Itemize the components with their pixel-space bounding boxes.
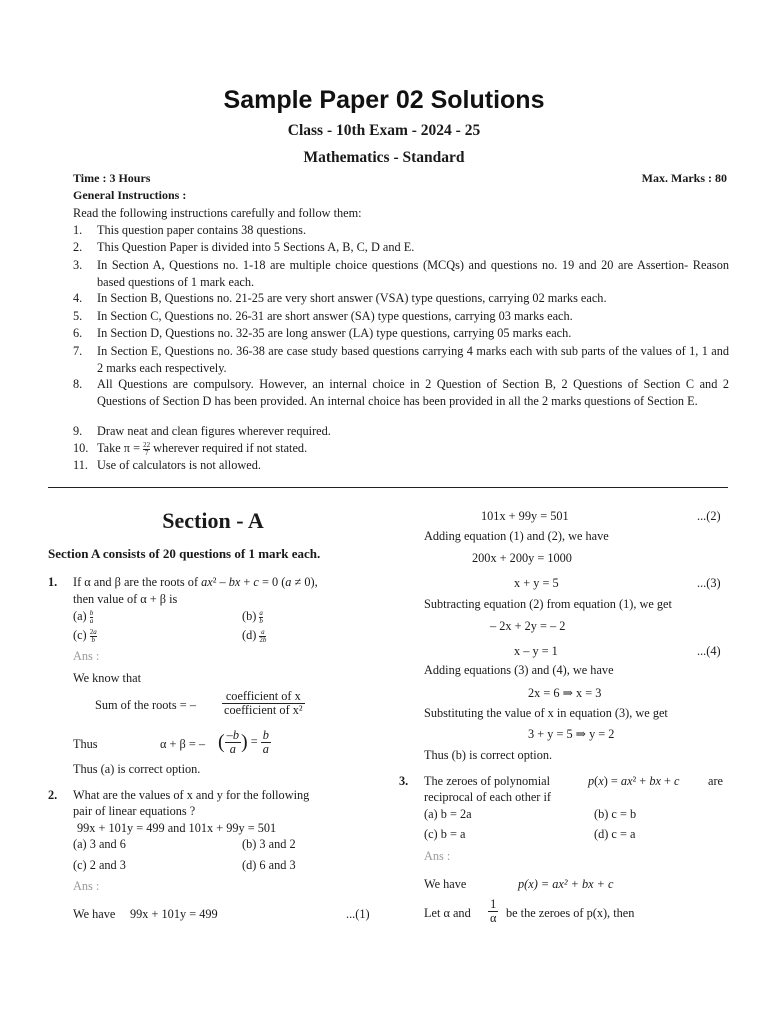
time-label: Time : 3 Hours: [73, 171, 151, 185]
sum-of-roots-label: Sum of the roots = –: [95, 698, 196, 712]
header-divider: [48, 487, 728, 488]
option-b[interactable]: (b) c = b: [594, 807, 637, 821]
answer-text: We know that: [73, 671, 141, 685]
instructions-intro: Read the following instructions carefully and follow them:: [73, 206, 362, 220]
equation-tag: ...(2): [697, 509, 721, 523]
section-heading: Section - A: [162, 508, 264, 533]
pi-fraction: $\frac{22}{7}$: [143, 440, 151, 457]
instruction-text: In Section E, Questions no. 36-38 are case study based questions carrying 4 marks each with sub parts of the values of 1, 1 and 2 marks each respectively.: [97, 344, 729, 375]
sum-equation: 200x + 200y = 1000: [472, 551, 572, 565]
equation-2: 101x + 99y = 501: [481, 509, 569, 523]
page-title: Sample Paper 02 Solutions: [223, 86, 545, 114]
instruction-number: 1.: [73, 223, 83, 237]
section-description: Section A consists of 20 questions of 1 mark each.: [48, 546, 321, 561]
solution-text: Subtracting equation (2) from equation (1), we get: [424, 597, 672, 611]
class-exam-subtitle: Class - 10th Exam - 2024 - 25: [287, 122, 481, 139]
instruction-text: In Section B, Questions no. 21-25 are very short answer (VSA) type questions, carrying 02 marks each.: [97, 291, 607, 305]
option-a[interactable]: (a) $\frac{b}{a}$: [73, 608, 94, 625]
subject-subtitle: Mathematics - Standard: [303, 149, 465, 166]
thus-label: Thus: [73, 737, 98, 751]
option-d[interactable]: (d) $\frac{a}{2b}$: [242, 627, 267, 644]
instruction-number: 10.: [73, 441, 89, 455]
general-instructions-heading: General Instructions :: [73, 188, 187, 202]
instruction-text: Draw neat and clean figures wherever required.: [97, 424, 331, 438]
instruction-number: 9.: [73, 424, 83, 438]
instruction-text: This Question Paper is divided into 5 Sections A, B, C, D and E.: [97, 240, 415, 254]
option-d[interactable]: (d) 6 and 3: [242, 858, 296, 872]
option-a[interactable]: (a) b = 2a: [424, 807, 472, 821]
reciprocal-fraction: $\frac{1}{\alpha}$: [490, 897, 497, 925]
option-c[interactable]: (c) 2 and 3: [73, 858, 126, 872]
option-c[interactable]: (c) $\frac{2a}{b}$: [73, 627, 97, 644]
alpha-beta-result: ( $\frac{-b}{a}$ ) = $\frac{b}{a}$: [218, 728, 269, 756]
question-text: are: [708, 774, 724, 788]
solution-text: Adding equation (1) and (2), we have: [424, 529, 609, 543]
answer-text: We have: [73, 907, 116, 921]
solve-x-equation: 2x = 6 ⇒ x = 3: [528, 686, 602, 700]
question-text: What are the values of x and y for the following: [73, 788, 310, 802]
instruction-number: 6.: [73, 326, 83, 340]
answer-text: Let α and: [424, 906, 471, 920]
coefficient-fraction: coefficient of x coefficient of x²: [224, 689, 303, 717]
instruction-number: 5.: [73, 309, 83, 323]
instruction-text: In Section C, Questions no. 26-31 are short answer (SA) type questions, carrying 03 marks each.: [97, 309, 573, 323]
instruction-number: 8.: [73, 377, 83, 391]
answer-label: Ans :: [424, 849, 451, 863]
instruction-text: In Section D, Questions no. 32-35 are long answer (LA) type questions, carrying 05 marks each.: [97, 326, 572, 340]
option-d[interactable]: (d) c = a: [594, 827, 636, 841]
instruction-number: 11.: [73, 458, 88, 472]
instruction-text: In Section A, Questions no. 1-18 are multiple choice questions (MCQs) and questions no. 19 and 20 are Assertion- Reason based questions of 1 mark each.: [97, 258, 729, 289]
option-a[interactable]: (a) 3 and 6: [73, 837, 126, 851]
equation-tag: ...(4): [697, 644, 721, 658]
answer-label: Ans :: [73, 649, 100, 663]
instruction-text: All Questions are compulsory. However, an internal choice in 2 Question of Section B, 2 Questions of Section C and 2 Questions of Section D has been provided. An internal choice has been provided in all the 2 marks questions of Section E.: [97, 377, 729, 408]
answer-label: Ans :: [73, 879, 100, 893]
equation-3: x + y = 5: [514, 576, 559, 590]
solution-text: Adding equations (3) and (4), we have: [424, 663, 614, 677]
solution-text: Substituting the value of x in equation (3), we get: [424, 706, 668, 720]
question-number: 1.: [48, 575, 58, 589]
answer-text: be the zeroes of p(x), then: [506, 906, 635, 920]
question-text: The zeroes of polynomial: [424, 774, 551, 788]
option-b[interactable]: (b) $\frac{a}{b}$: [242, 608, 263, 625]
question-equations: 99x + 101y = 499 and 101x + 99y = 501: [77, 821, 277, 835]
question-text: pair of linear equations ?: [73, 804, 196, 818]
question-number: 2.: [48, 788, 58, 802]
instruction-number: 3.: [73, 258, 83, 272]
question-number: 3.: [399, 774, 409, 788]
max-marks-label: Max. Marks : 80: [641, 171, 727, 185]
answer-conclusion: Thus (a) is correct option.: [73, 762, 201, 776]
question-text: then value of α + β is: [73, 592, 178, 606]
solve-y-equation: 3 + y = 5 ⇒ y = 2: [528, 727, 615, 741]
instruction-text: Use of calculators is not allowed.: [97, 458, 261, 472]
equation-1: 99x + 101y = 499: [130, 907, 218, 921]
polynomial-definition: p(x) = ax² + bx + c: [518, 877, 614, 891]
instruction-number: 4.: [73, 291, 83, 305]
option-c[interactable]: (c) b = a: [424, 827, 466, 841]
instruction-number: 7.: [73, 344, 83, 358]
equation-4: x – y = 1: [514, 644, 558, 658]
polynomial-expression: p(x) = ax² + bx + c: [588, 774, 680, 788]
answer-text: We have: [424, 877, 467, 891]
difference-equation: – 2x + 2y = – 2: [490, 619, 566, 633]
option-b[interactable]: (b) 3 and 2: [242, 837, 296, 851]
question-text: reciprocal of each other if: [424, 790, 551, 804]
alpha-beta-equation: α + β = –: [160, 737, 206, 751]
instruction-text: This question paper contains 38 questions.: [97, 223, 307, 237]
answer-conclusion: Thus (b) is correct option.: [424, 748, 553, 762]
instruction-text: Take π = $\frac{22}{7}$ wherever required if not stated.: [97, 440, 308, 457]
question-text: If α and β are the roots of ax² – bx + c = 0 (a ≠ 0),: [73, 575, 318, 589]
equation-tag: ...(1): [346, 907, 370, 921]
equation-tag: ...(3): [697, 576, 721, 590]
instruction-number: 2.: [73, 240, 83, 254]
